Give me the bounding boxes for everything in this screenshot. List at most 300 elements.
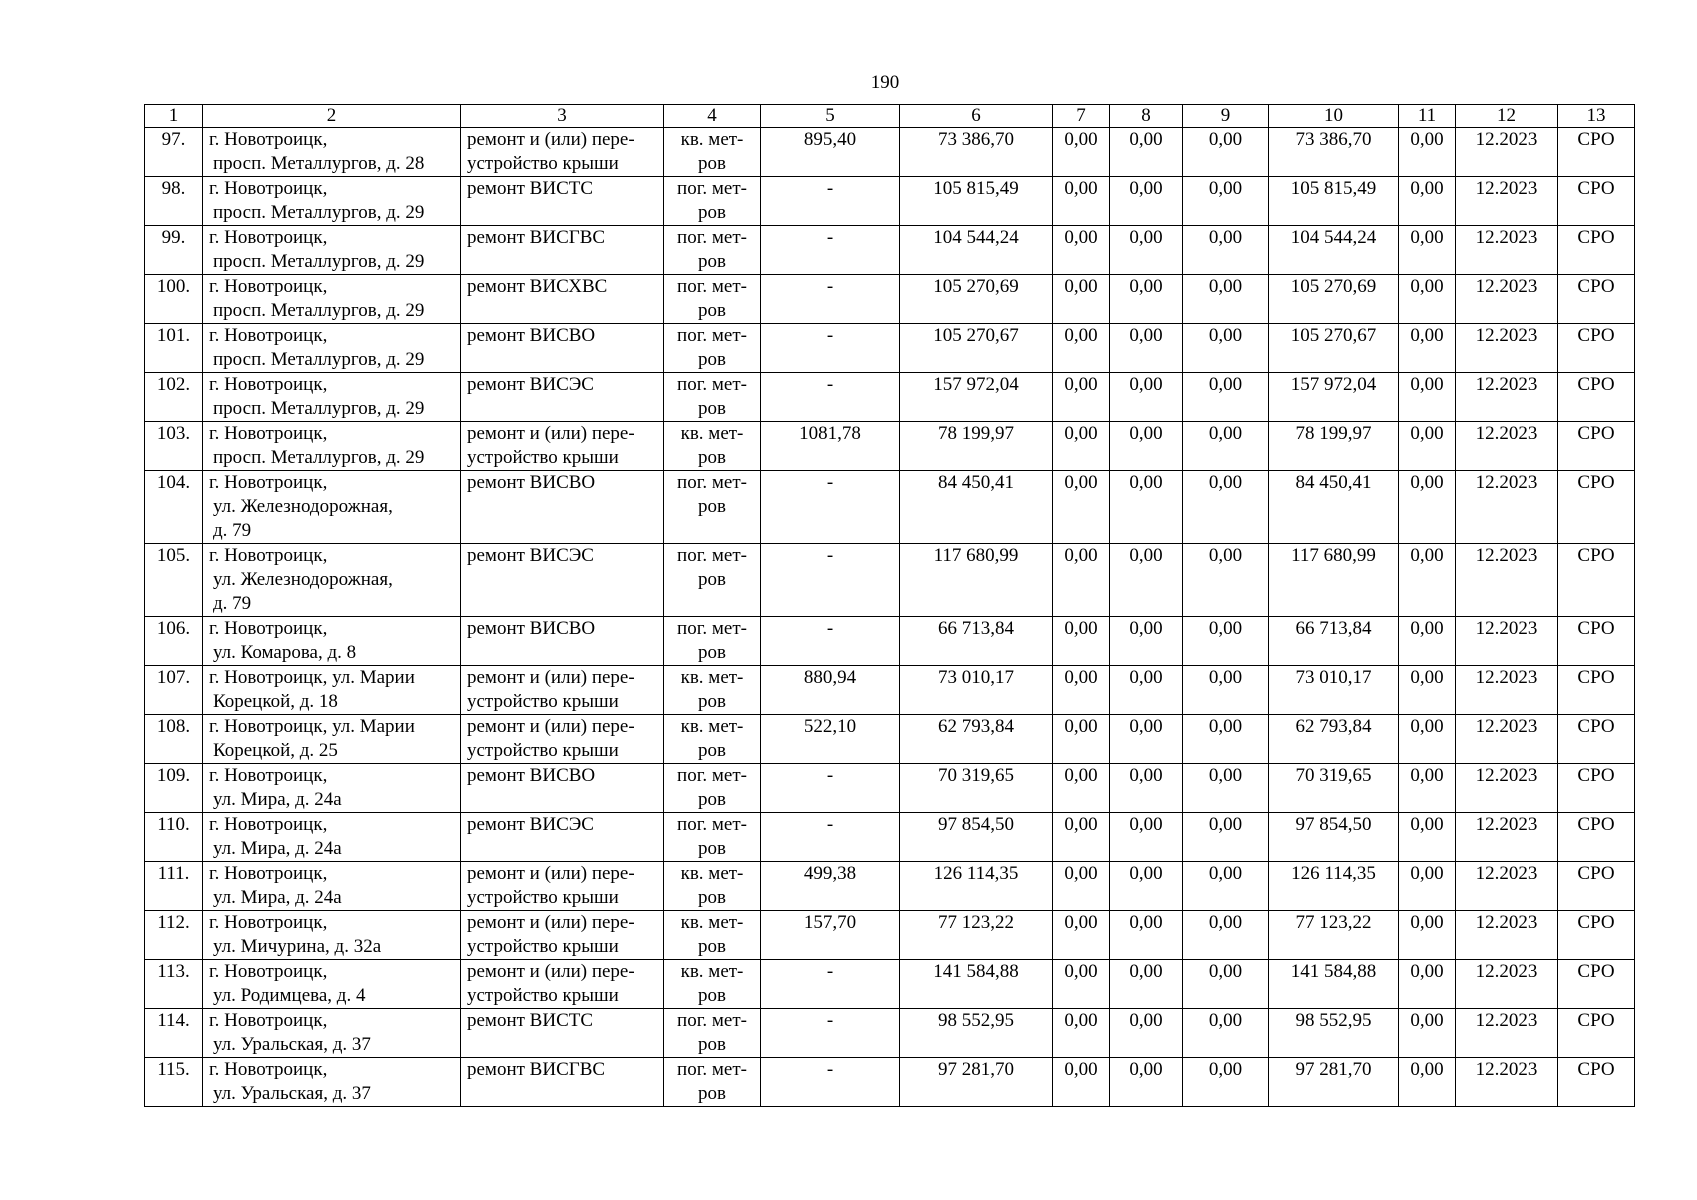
total-cost-cell: 105 270,67 — [900, 324, 1053, 373]
address-cell-line: г. Новотроицк, — [209, 423, 328, 444]
col9-cell: 0,00 — [1183, 666, 1269, 715]
address-cell-line: просп. Металлургов, д. 29 — [213, 251, 425, 272]
work-type-cell — [461, 275, 664, 324]
page-number: 190 — [870, 72, 900, 93]
address-cell — [203, 617, 461, 666]
work-type-cell — [461, 1009, 664, 1058]
row-number-cell: 112. — [145, 911, 203, 960]
work-type-cell-line: ремонт и (или) пере- — [467, 716, 635, 737]
row-number-cell: 105. — [145, 544, 203, 617]
unit-cell — [664, 226, 761, 275]
work-type-cell — [461, 324, 664, 373]
address-cell-line: г. Новотроицк, — [209, 472, 328, 493]
col7-cell: 0,00 — [1053, 544, 1110, 617]
total-cost-cell: 62 793,84 — [900, 715, 1053, 764]
address-cell-line: Корецкой, д. 25 — [213, 740, 338, 761]
table-row — [145, 226, 1635, 275]
row-number-cell: 111. — [145, 862, 203, 911]
source-cell: СРО — [1558, 471, 1635, 544]
work-type-cell — [461, 666, 664, 715]
total-cost-cell: 117 680,99 — [900, 544, 1053, 617]
unit-cell-line: ров — [698, 936, 726, 957]
address-cell-line: ул. Мира, д. 24а — [213, 887, 342, 908]
col8-cell: 0,00 — [1110, 1009, 1183, 1058]
date-cell: 12.2023 — [1456, 544, 1558, 617]
table-row — [145, 960, 1635, 1009]
col10-cell: 141 584,88 — [1269, 960, 1399, 1009]
unit-cell-line: пог. мет- — [677, 618, 747, 639]
unit-cell-line: ров — [698, 349, 726, 370]
unit-cell-line: пог. мет- — [677, 765, 747, 786]
area-cell: 522,10 — [761, 715, 900, 764]
col7-cell: 0,00 — [1053, 177, 1110, 226]
work-type-cell-line: ремонт и (или) пере- — [467, 129, 635, 150]
col9-cell: 0,00 — [1183, 960, 1269, 1009]
area-cell: 499,38 — [761, 862, 900, 911]
address-cell-line: г. Новотроицк, — [209, 912, 328, 933]
date-cell: 12.2023 — [1456, 373, 1558, 422]
total-cost-cell: 104 544,24 — [900, 226, 1053, 275]
source-cell: СРО — [1558, 960, 1635, 1009]
area-cell: - — [761, 471, 900, 544]
address-cell-line: г. Новотроицк, — [209, 765, 328, 786]
row-number-cell: 106. — [145, 617, 203, 666]
col8-cell: 0,00 — [1110, 764, 1183, 813]
work-type-cell-line: ремонт ВИСВО — [467, 472, 596, 493]
unit-cell-line: ров — [698, 740, 726, 761]
row-number-cell: 103. — [145, 422, 203, 471]
col10-cell: 66 713,84 — [1269, 617, 1399, 666]
source-cell: СРО — [1558, 813, 1635, 862]
date-cell: 12.2023 — [1456, 324, 1558, 373]
col8-cell: 0,00 — [1110, 911, 1183, 960]
col7-cell: 0,00 — [1053, 471, 1110, 544]
unit-cell — [664, 471, 761, 544]
work-type-cell-line: устройство крыши — [467, 887, 619, 908]
address-cell-line: ул. Мичурина, д. 32а — [213, 936, 382, 957]
col7-cell: 0,00 — [1053, 715, 1110, 764]
unit-cell-line: кв. мет- — [680, 961, 744, 982]
col7-cell: 0,00 — [1053, 960, 1110, 1009]
address-cell-line: просп. Металлургов, д. 29 — [213, 398, 425, 419]
address-cell — [203, 226, 461, 275]
unit-cell — [664, 862, 761, 911]
unit-cell — [664, 715, 761, 764]
source-cell: СРО — [1558, 862, 1635, 911]
address-cell-line: просп. Металлургов, д. 29 — [213, 349, 425, 370]
source-cell: СРО — [1558, 275, 1635, 324]
column-header-7: 7 — [1053, 105, 1110, 128]
work-type-cell-line: ремонт ВИСЭС — [467, 545, 594, 566]
col8-cell: 0,00 — [1110, 471, 1183, 544]
unit-cell — [664, 911, 761, 960]
date-cell: 12.2023 — [1456, 275, 1558, 324]
address-cell — [203, 324, 461, 373]
address-cell — [203, 1009, 461, 1058]
col10-cell: 117 680,99 — [1269, 544, 1399, 617]
row-number-cell: 108. — [145, 715, 203, 764]
date-cell: 12.2023 — [1456, 617, 1558, 666]
col8-cell: 0,00 — [1110, 324, 1183, 373]
source-cell: СРО — [1558, 1058, 1635, 1107]
total-cost-cell: 97 281,70 — [900, 1058, 1053, 1107]
address-cell — [203, 544, 461, 617]
address-cell-line: г. Новотроицк, — [209, 545, 328, 566]
col8-cell: 0,00 — [1110, 666, 1183, 715]
col7-cell: 0,00 — [1053, 275, 1110, 324]
source-cell: СРО — [1558, 177, 1635, 226]
column-header-3: 3 — [461, 105, 664, 128]
total-cost-cell: 66 713,84 — [900, 617, 1053, 666]
address-cell-line: просп. Металлургов, д. 29 — [213, 300, 425, 321]
col10-cell: 73 010,17 — [1269, 666, 1399, 715]
col8-cell: 0,00 — [1110, 617, 1183, 666]
work-type-cell — [461, 960, 664, 1009]
work-type-cell — [461, 813, 664, 862]
work-type-cell-line: ремонт ВИСГВС — [467, 227, 606, 248]
source-cell: СРО — [1558, 324, 1635, 373]
table-row — [145, 911, 1635, 960]
area-cell: - — [761, 813, 900, 862]
col11-cell: 0,00 — [1399, 128, 1456, 177]
column-header-8: 8 — [1110, 105, 1183, 128]
source-cell: СРО — [1558, 544, 1635, 617]
table-row — [145, 544, 1635, 617]
row-number-cell: 109. — [145, 764, 203, 813]
row-number-cell: 98. — [145, 177, 203, 226]
col10-cell: 77 123,22 — [1269, 911, 1399, 960]
work-type-cell-line: ремонт и (или) пере- — [467, 961, 635, 982]
unit-cell — [664, 1058, 761, 1107]
unit-cell-line: ров — [698, 251, 726, 272]
unit-cell-line: ров — [698, 300, 726, 321]
table-row — [145, 617, 1635, 666]
total-cost-cell: 70 319,65 — [900, 764, 1053, 813]
unit-cell-line: ров — [698, 691, 726, 712]
col9-cell: 0,00 — [1183, 911, 1269, 960]
source-cell: СРО — [1558, 128, 1635, 177]
col7-cell: 0,00 — [1053, 813, 1110, 862]
address-cell — [203, 813, 461, 862]
col9-cell: 0,00 — [1183, 275, 1269, 324]
unit-cell-line: кв. мет- — [680, 716, 744, 737]
work-type-cell — [461, 177, 664, 226]
table-row — [145, 471, 1635, 544]
area-cell: - — [761, 1009, 900, 1058]
column-header-11: 11 — [1399, 105, 1456, 128]
column-header-13: 13 — [1558, 105, 1635, 128]
source-cell: СРО — [1558, 422, 1635, 471]
column-header-6: 6 — [900, 105, 1053, 128]
col9-cell: 0,00 — [1183, 862, 1269, 911]
address-cell-line: д. 79 — [213, 593, 252, 614]
column-header-5: 5 — [761, 105, 900, 128]
address-cell-line: г. Новотроицк, — [209, 863, 328, 884]
unit-cell — [664, 617, 761, 666]
unit-cell-line: ров — [698, 838, 726, 859]
address-cell — [203, 128, 461, 177]
col11-cell: 0,00 — [1399, 1058, 1456, 1107]
work-type-cell-line: ремонт ВИСТС — [467, 1010, 594, 1031]
address-cell-line: ул. Железнодорожная, — [213, 569, 393, 590]
col11-cell: 0,00 — [1399, 1009, 1456, 1058]
work-type-cell-line: ремонт ВИСЭС — [467, 374, 594, 395]
total-cost-cell: 73 010,17 — [900, 666, 1053, 715]
col11-cell: 0,00 — [1399, 275, 1456, 324]
col10-cell: 70 319,65 — [1269, 764, 1399, 813]
col9-cell: 0,00 — [1183, 422, 1269, 471]
unit-cell-line: пог. мет- — [677, 178, 747, 199]
date-cell: 12.2023 — [1456, 422, 1558, 471]
col7-cell: 0,00 — [1053, 226, 1110, 275]
column-header-2: 2 — [203, 105, 461, 128]
col8-cell: 0,00 — [1110, 177, 1183, 226]
table-row — [145, 813, 1635, 862]
header-row — [145, 105, 1635, 128]
source-cell: СРО — [1558, 715, 1635, 764]
row-number-cell: 99. — [145, 226, 203, 275]
column-header-1: 1 — [145, 105, 203, 128]
area-cell: - — [761, 544, 900, 617]
work-type-cell-line: устройство крыши — [467, 936, 619, 957]
address-cell-line: г. Новотроицк, — [209, 178, 328, 199]
col9-cell: 0,00 — [1183, 226, 1269, 275]
col10-cell: 105 815,49 — [1269, 177, 1399, 226]
address-cell-line: г. Новотроицк, — [209, 1010, 328, 1031]
unit-cell — [664, 275, 761, 324]
area-cell: - — [761, 226, 900, 275]
address-cell-line: д. 79 — [213, 520, 252, 541]
address-cell — [203, 373, 461, 422]
total-cost-cell: 105 270,69 — [900, 275, 1053, 324]
address-cell-line: г. Новотроицк, — [209, 276, 328, 297]
address-cell — [203, 422, 461, 471]
date-cell: 12.2023 — [1456, 862, 1558, 911]
unit-cell-line: кв. мет- — [680, 129, 744, 150]
unit-cell-line: ров — [698, 569, 726, 590]
address-cell-line: ул. Уральская, д. 37 — [213, 1034, 371, 1055]
address-cell-line: г. Новотроицк, — [209, 961, 328, 982]
address-cell — [203, 177, 461, 226]
table-row — [145, 373, 1635, 422]
col11-cell: 0,00 — [1399, 226, 1456, 275]
unit-cell — [664, 666, 761, 715]
work-type-cell — [461, 764, 664, 813]
address-cell-line: ул. Родимцева, д. 4 — [213, 985, 366, 1006]
col9-cell: 0,00 — [1183, 813, 1269, 862]
col7-cell: 0,00 — [1053, 911, 1110, 960]
address-cell-line: г. Новотроицк, — [209, 325, 328, 346]
row-number-cell: 113. — [145, 960, 203, 1009]
area-cell: - — [761, 617, 900, 666]
unit-cell-line: ров — [698, 447, 726, 468]
work-type-cell — [461, 422, 664, 471]
work-type-cell-line: ремонт и (или) пере- — [467, 423, 635, 444]
date-cell: 12.2023 — [1456, 177, 1558, 226]
work-type-cell-line: устройство крыши — [467, 985, 619, 1006]
table-row — [145, 715, 1635, 764]
address-cell — [203, 1058, 461, 1107]
address-cell — [203, 471, 461, 544]
col7-cell: 0,00 — [1053, 862, 1110, 911]
col8-cell: 0,00 — [1110, 813, 1183, 862]
col11-cell: 0,00 — [1399, 617, 1456, 666]
col11-cell: 0,00 — [1399, 764, 1456, 813]
unit-cell — [664, 813, 761, 862]
area-cell: 895,40 — [761, 128, 900, 177]
column-header-9: 9 — [1183, 105, 1269, 128]
unit-cell-line: ров — [698, 789, 726, 810]
address-cell-line: г. Новотроицк, — [209, 814, 328, 835]
col10-cell: 84 450,41 — [1269, 471, 1399, 544]
col10-cell: 97 281,70 — [1269, 1058, 1399, 1107]
unit-cell-line: кв. мет- — [680, 423, 744, 444]
total-cost-cell: 97 854,50 — [900, 813, 1053, 862]
unit-cell-line: пог. мет- — [677, 325, 747, 346]
unit-cell — [664, 544, 761, 617]
col10-cell: 157 972,04 — [1269, 373, 1399, 422]
address-cell-line: ул. Уральская, д. 37 — [213, 1083, 371, 1104]
col7-cell: 0,00 — [1053, 373, 1110, 422]
unit-cell-line: ров — [698, 887, 726, 908]
work-type-cell — [461, 715, 664, 764]
unit-cell-line: пог. мет- — [677, 472, 747, 493]
col8-cell: 0,00 — [1110, 960, 1183, 1009]
total-cost-cell: 141 584,88 — [900, 960, 1053, 1009]
total-cost-cell: 105 815,49 — [900, 177, 1053, 226]
work-type-cell-line: устройство крыши — [467, 740, 619, 761]
address-cell-line: г. Новотроицк, — [209, 227, 328, 248]
table-row — [145, 666, 1635, 715]
unit-cell-line: ров — [698, 1034, 726, 1055]
col9-cell: 0,00 — [1183, 715, 1269, 764]
col8-cell: 0,00 — [1110, 422, 1183, 471]
unit-cell-line: ров — [698, 985, 726, 1006]
col11-cell: 0,00 — [1399, 471, 1456, 544]
row-number-cell: 107. — [145, 666, 203, 715]
col7-cell: 0,00 — [1053, 764, 1110, 813]
date-cell: 12.2023 — [1456, 666, 1558, 715]
column-header-12: 12 — [1456, 105, 1558, 128]
work-type-cell-line: ремонт ВИСХВС — [467, 276, 608, 297]
unit-cell — [664, 422, 761, 471]
table-row — [145, 1009, 1635, 1058]
date-cell: 12.2023 — [1456, 960, 1558, 1009]
table-row — [145, 128, 1635, 177]
col11-cell: 0,00 — [1399, 715, 1456, 764]
unit-cell-line: ров — [698, 398, 726, 419]
row-number-cell: 97. — [145, 128, 203, 177]
col9-cell: 0,00 — [1183, 128, 1269, 177]
unit-cell-line: пог. мет- — [677, 814, 747, 835]
work-type-cell-line: ремонт и (или) пере- — [467, 912, 635, 933]
work-type-cell — [461, 226, 664, 275]
table-row — [145, 422, 1635, 471]
work-type-cell — [461, 1058, 664, 1107]
col11-cell: 0,00 — [1399, 911, 1456, 960]
col8-cell: 0,00 — [1110, 862, 1183, 911]
col8-cell: 0,00 — [1110, 715, 1183, 764]
unit-cell-line: пог. мет- — [677, 1059, 747, 1080]
address-cell-line: г. Новотроицк, — [209, 374, 328, 395]
unit-cell-line: ров — [698, 496, 726, 517]
area-cell: - — [761, 960, 900, 1009]
date-cell: 12.2023 — [1456, 471, 1558, 544]
col10-cell: 105 270,69 — [1269, 275, 1399, 324]
unit-cell — [664, 1009, 761, 1058]
col8-cell: 0,00 — [1110, 128, 1183, 177]
unit-cell-line: ров — [698, 202, 726, 223]
work-type-cell — [461, 471, 664, 544]
address-cell-line: г. Новотроицк, — [209, 1059, 328, 1080]
work-type-cell-line: ремонт ВИСТС — [467, 178, 594, 199]
address-cell — [203, 862, 461, 911]
work-type-cell-line: устройство крыши — [467, 691, 619, 712]
source-cell: СРО — [1558, 764, 1635, 813]
source-cell: СРО — [1558, 1009, 1635, 1058]
address-cell-line: ул. Железнодорожная, — [213, 496, 393, 517]
col8-cell: 0,00 — [1110, 544, 1183, 617]
col11-cell: 0,00 — [1399, 422, 1456, 471]
area-cell: - — [761, 373, 900, 422]
col9-cell: 0,00 — [1183, 373, 1269, 422]
unit-cell-line: кв. мет- — [680, 863, 744, 884]
row-number-cell: 115. — [145, 1058, 203, 1107]
work-type-cell-line: ремонт ВИСЭС — [467, 814, 594, 835]
address-cell-line: Корецкой, д. 18 — [213, 691, 338, 712]
work-type-cell-line: ремонт и (или) пере- — [467, 863, 635, 884]
table-row — [145, 1058, 1635, 1107]
work-type-cell — [461, 617, 664, 666]
total-cost-cell: 126 114,35 — [900, 862, 1053, 911]
date-cell: 12.2023 — [1456, 1009, 1558, 1058]
work-type-cell — [461, 911, 664, 960]
col7-cell: 0,00 — [1053, 1058, 1110, 1107]
repair-plan-table — [144, 104, 1635, 1107]
address-cell — [203, 764, 461, 813]
col11-cell: 0,00 — [1399, 544, 1456, 617]
total-cost-cell: 78 199,97 — [900, 422, 1053, 471]
col10-cell: 78 199,97 — [1269, 422, 1399, 471]
col11-cell: 0,00 — [1399, 862, 1456, 911]
unit-cell — [664, 128, 761, 177]
address-cell — [203, 666, 461, 715]
table-body — [145, 128, 1635, 1107]
work-type-cell-line: ремонт ВИСГВС — [467, 1059, 606, 1080]
row-number-cell: 114. — [145, 1009, 203, 1058]
row-number-cell: 110. — [145, 813, 203, 862]
unit-cell-line: пог. мет- — [677, 1010, 747, 1031]
work-type-cell-line: устройство крыши — [467, 153, 619, 174]
col8-cell: 0,00 — [1110, 1058, 1183, 1107]
address-cell-line: г. Новотроицк, — [209, 129, 328, 150]
table-row — [145, 764, 1635, 813]
area-cell: - — [761, 324, 900, 373]
col9-cell: 0,00 — [1183, 324, 1269, 373]
work-type-cell-line: ремонт и (или) пере- — [467, 667, 635, 688]
source-cell: СРО — [1558, 911, 1635, 960]
unit-cell-line: пог. мет- — [677, 276, 747, 297]
col7-cell: 0,00 — [1053, 422, 1110, 471]
col10-cell: 97 854,50 — [1269, 813, 1399, 862]
col9-cell: 0,00 — [1183, 1009, 1269, 1058]
area-cell: 880,94 — [761, 666, 900, 715]
area-cell: - — [761, 177, 900, 226]
address-cell — [203, 275, 461, 324]
col10-cell: 104 544,24 — [1269, 226, 1399, 275]
col8-cell: 0,00 — [1110, 373, 1183, 422]
address-cell — [203, 715, 461, 764]
